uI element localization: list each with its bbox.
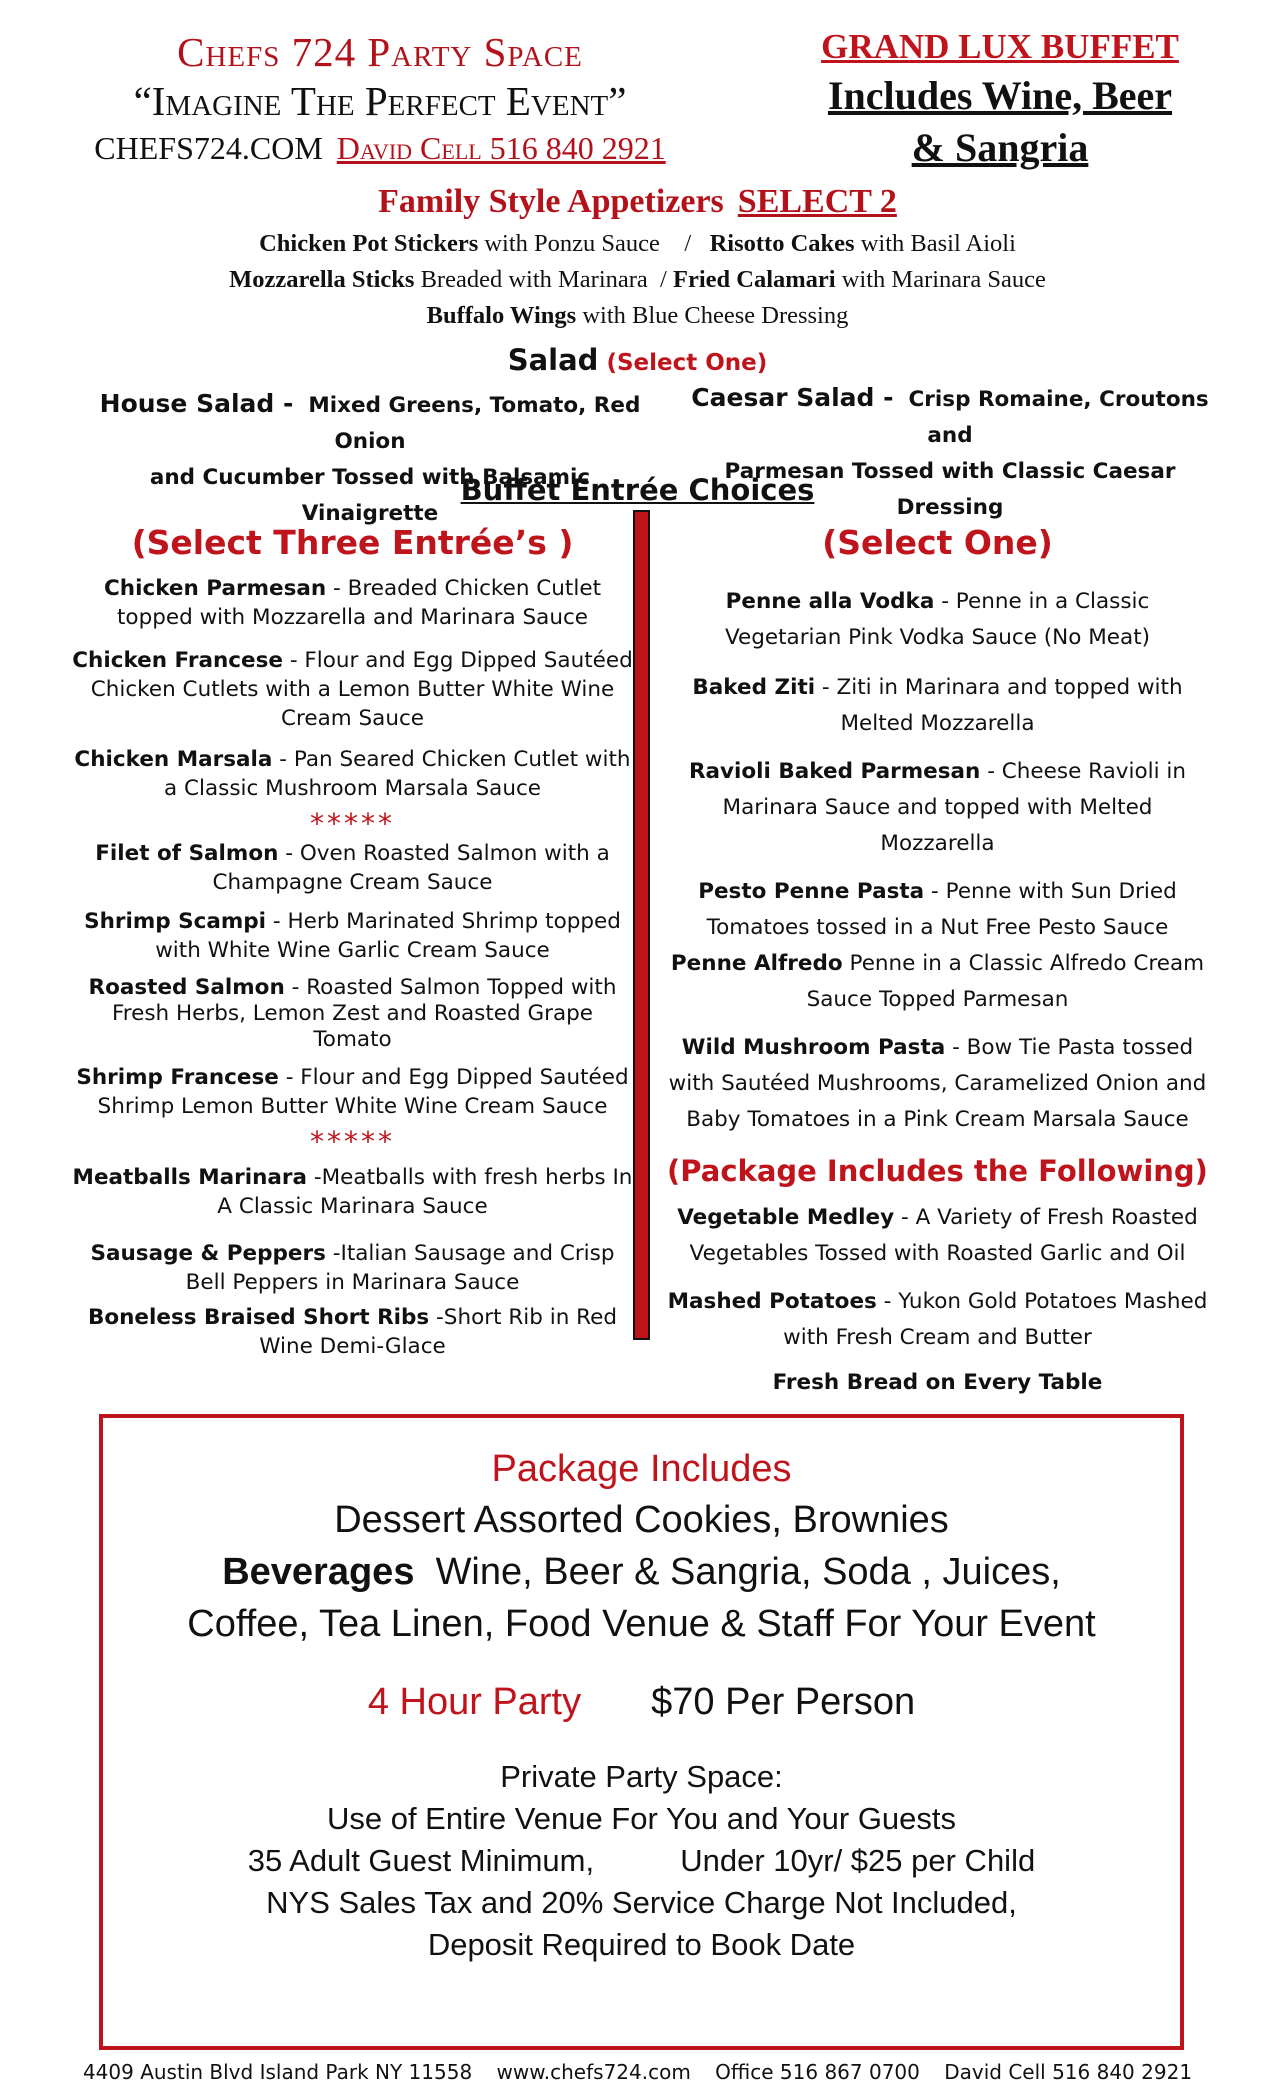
appetizer-name: Chicken Pot Stickers	[259, 230, 479, 257]
includes-line-2: & Sangria	[911, 125, 1089, 170]
entree-desc: - Roasted Salmon Topped with Fresh Herbs, Lemon Zest and Roasted Grape Tomato	[111, 975, 617, 1052]
entree-item	[70, 975, 635, 1053]
entree-name: Meatballs Marinara	[72, 1165, 308, 1190]
salad-heading	[0, 340, 1275, 383]
salad-desc: Crisp Romaine, Croutons and	[908, 387, 1209, 448]
terms-line: Deposit Required to Book Date	[427, 1927, 856, 1962]
salad-name: House Salad -	[99, 389, 294, 418]
appetizer-desc: with Marinara Sauce	[835, 266, 1046, 293]
extras-line: Coffee, Tea Linen, Food Venue & Staff For Your Event	[187, 1603, 1096, 1645]
pasta-item	[665, 946, 1210, 1018]
footer	[0, 2058, 1275, 2086]
entree-item	[70, 646, 635, 733]
entree-item	[70, 574, 635, 632]
entree-desc: - Herb Marinated Shrimp topped with White Wine Garlic Cream Sauce	[155, 909, 621, 963]
entree-desc: - Flour and Egg Dipped Sautéed Shrimp Lemon Butter White Wine Cream Sauce	[97, 1065, 629, 1119]
entree-desc: -Meatballs with fresh herbs In A Classic Marinara Sauce	[217, 1165, 633, 1219]
pasta-desc: Penne in a Classic Alfredo Cream Sauce Topped Parmesan	[806, 951, 1205, 1012]
right-column-heading: (Select One)	[822, 523, 1053, 562]
appetizer-line	[0, 226, 1275, 262]
entree-name: Shrimp Scampi	[84, 909, 267, 934]
side-item	[665, 1200, 1210, 1272]
footer-cell-phone[interactable]: David Cell 516 840 2921	[944, 2060, 1193, 2084]
entree-left-column	[70, 520, 635, 1361]
salad-title: Salad	[507, 343, 599, 377]
package-title: Package Includes	[491, 1448, 792, 1490]
entree-desc: -Italian Sausage and Crisp Bell Peppers in Marinara Sauce	[185, 1241, 615, 1295]
appetizers-section	[0, 178, 1275, 334]
appetizer-line	[0, 298, 1275, 334]
entree-name: Chicken Parmesan	[104, 576, 327, 601]
entree-item	[70, 839, 635, 897]
side-name: Mashed Potatoes	[667, 1289, 877, 1314]
pasta-name: Penne alla Vodka	[725, 589, 935, 614]
terms-line: Use of Entire Venue For You and Your Guests	[326, 1801, 957, 1836]
appetizer-name: Buffalo Wings	[426, 302, 577, 329]
party-hours: 4 Hour Party	[367, 1681, 582, 1723]
includes-line-1: Includes Wine, Beer	[827, 73, 1173, 118]
pasta-desc: - Bow Tie Pasta tossed with Sautéed Mushrooms, Caramelized Onion and Baby Tomatoes in a Pink Cream Marsala Sauce	[668, 1035, 1207, 1132]
column-divider	[633, 510, 650, 1340]
appetizers-title: Family Style Appetizers	[378, 183, 724, 220]
entree-item	[70, 745, 635, 803]
includes-line	[790, 70, 1210, 174]
appetizer-desc: Breaded with Marinara /	[414, 266, 673, 293]
appetizer-desc: with Blue Cheese Dressing	[576, 302, 849, 329]
pasta-name: Pesto Penne Pasta	[698, 879, 925, 904]
entree-item	[70, 1239, 635, 1297]
entree-item	[70, 907, 635, 965]
pasta-name: Baked Ziti	[692, 675, 816, 700]
price-per-person: $70 Per Person	[651, 1681, 916, 1723]
tagline: “Imagine The Perfect Event”	[133, 78, 627, 124]
beverages-line	[103, 1546, 1180, 1598]
entree-item	[70, 1303, 635, 1361]
terms-line: 35 Adult Guest Minimum, Under 10yr/ $25 per Child	[247, 1843, 1036, 1878]
pasta-desc: - Cheese Ravioli in Marinara Sauce and topped with Melted Mozzarella	[722, 759, 1187, 856]
side-desc: - A Variety of Fresh Roasted Vegetables Tossed with Roasted Garlic and Oil	[689, 1205, 1198, 1266]
venue-header	[60, 28, 700, 170]
entree-right-column	[665, 520, 1210, 1397]
beverages-text: Wine, Beer & Sangria, Soda , Juices,	[414, 1551, 1061, 1593]
pasta-item	[665, 584, 1210, 656]
footer-office-phone[interactable]: Office 516 867 0700	[715, 2060, 920, 2084]
stars-separator: *****	[310, 1125, 395, 1158]
house-salad	[90, 386, 650, 532]
appetizer-desc: with Basil Aioli	[854, 230, 1016, 257]
pasta-item	[665, 874, 1210, 946]
stars-separator: *****	[310, 807, 395, 840]
terms-line: NYS Sales Tax and 20% Service Charge Not Included,	[266, 1885, 1017, 1920]
side-desc: - Yukon Gold Potatoes Mashed with Fresh Cream and Butter	[783, 1289, 1208, 1350]
pasta-name: Wild Mushroom Pasta	[681, 1035, 946, 1060]
entree-name: Boneless Braised Short Ribs	[87, 1305, 430, 1330]
buffet-header	[790, 24, 1210, 174]
appetizer-name: Mozzarella Sticks	[229, 266, 415, 293]
website-text[interactable]: CHEFS724.COM	[94, 130, 323, 166]
salad-select: (Select One)	[606, 350, 768, 376]
appetizer-name: Fried Calamari	[672, 266, 836, 293]
terms-line: Private Party Space:	[500, 1759, 783, 1794]
party-price-line	[103, 1676, 1180, 1728]
entree-desc: - Breaded Chicken Cutlet topped with Mozzarella and Marinara Sauce	[116, 576, 601, 630]
buffet-title: GRAND LUX BUFFET	[821, 27, 1179, 66]
entree-name: Sausage & Peppers	[90, 1241, 326, 1266]
salad-desc: Mixed Greens, Tomato, Red Onion	[308, 393, 641, 454]
pasta-item	[665, 670, 1210, 742]
entree-desc: -Short Rib in Red Wine Demi-Glace	[259, 1305, 618, 1359]
appetizer-line	[0, 262, 1275, 298]
pasta-item	[665, 1030, 1210, 1138]
package-box	[99, 1414, 1184, 2050]
salad-desc-2: and Cucumber Tossed with Balsamic Vinaigrette	[149, 465, 591, 526]
pasta-item	[665, 754, 1210, 862]
contact-line	[60, 126, 700, 170]
side-item	[665, 1284, 1210, 1356]
pasta-desc: - Penne in a Classic Vegetarian Pink Vodka Sauce (No Meat)	[724, 589, 1151, 650]
entree-name: Chicken Francese	[72, 648, 283, 673]
entree-desc: - Flour and Egg Dipped Sautéed Chicken Cutlets with a Lemon Butter White Wine Cream Sauce	[90, 648, 633, 731]
footer-website[interactable]: www.chefs724.com	[496, 2060, 691, 2084]
appetizers-heading	[0, 178, 1275, 226]
entree-item	[70, 1163, 635, 1221]
entree-name: Filet of Salmon	[95, 841, 279, 866]
entree-name: Roasted Salmon	[88, 975, 285, 1000]
buffet-entree-heading: Buffet Entrée Choices	[460, 473, 815, 507]
pasta-desc: - Ziti in Marinara and topped with Melted Mozzarella	[815, 675, 1183, 736]
pasta-desc: - Penne with Sun Dried Tomatoes tossed in a Nut Free Pesto Sauce	[706, 879, 1177, 940]
entree-name: Chicken Marsala	[74, 747, 273, 772]
entree-desc: - Pan Seared Chicken Cutlet with a Classic Mushroom Marsala Sauce	[163, 747, 631, 801]
entree-item	[70, 1063, 635, 1121]
salad-name: Caesar Salad -	[691, 383, 894, 412]
venue-title: Chefs 724 Party Space	[177, 29, 583, 75]
package-includes-heading: (Package Includes the Following)	[667, 1154, 1208, 1188]
dessert-line: Dessert Assorted Cookies, Brownies	[334, 1499, 949, 1541]
pasta-name: Ravioli Baked Parmesan	[688, 759, 981, 784]
appetizer-desc: with Ponzu Sauce /	[478, 230, 710, 257]
cell-phone[interactable]: David Cell 516 840 2921	[336, 130, 666, 166]
appetizers-select: SELECT 2	[737, 183, 897, 220]
entree-desc: - Oven Roasted Salmon with a Champagne Cream Sauce	[212, 841, 610, 895]
pasta-name: Penne Alfredo	[670, 951, 843, 976]
terms-block	[103, 1756, 1180, 1966]
bread-note: Fresh Bread on Every Table	[772, 1370, 1103, 1395]
side-name: Vegetable Medley	[677, 1205, 895, 1230]
entree-name: Shrimp Francese	[76, 1065, 279, 1090]
beverages-label: Beverages	[222, 1551, 415, 1593]
salad-desc-2: Parmesan Tossed with Classic Caesar Dressing	[724, 459, 1176, 520]
left-column-heading: (Select Three Entrée’s )	[131, 523, 574, 562]
footer-address: 4409 Austin Blvd Island Park NY 11558	[82, 2060, 473, 2084]
appetizer-name: Risotto Cakes	[709, 230, 855, 257]
